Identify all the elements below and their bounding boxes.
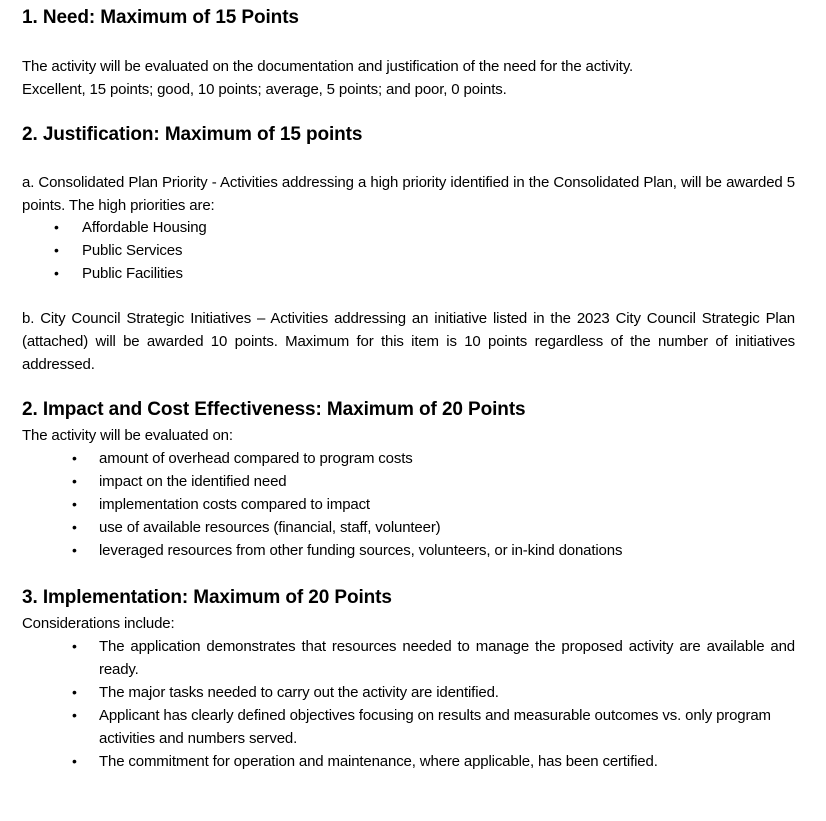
section-heading-need: 1. Need: Maximum of 15 Points — [22, 7, 299, 28]
impact-list-item: leveraged resources from other funding sources, volunteers, or in-kind donations — [99, 542, 623, 559]
justification-part-b-text: b. City Council Strategic Initiatives – Activities addressing an initiative listed in the 2023 City Council Strategic Plan (attached) will be awarded 10 points. Maximum for this item is 10 points regardless of the number of initiatives addressed. — [22, 310, 795, 373]
priority-list-item: Public Facilities — [82, 265, 183, 282]
section-heading-justification: 2. Justification: Maximum of 15 points — [22, 124, 363, 145]
implementation-list-item: The commitment for operation and maintenance, where applicable, has been certified. — [99, 753, 658, 770]
bullet-icon: • — [72, 496, 77, 512]
section-heading-implementation: 3. Implementation: Maximum of 20 Points — [22, 587, 392, 608]
bullet-icon: • — [72, 638, 77, 654]
bullet-icon: • — [72, 707, 77, 723]
implementation-list-item: The application demonstrates that resources needed to manage the proposed activity are available and ready. — [99, 638, 795, 678]
section-heading-impact: 2. Impact and Cost Effectiveness: Maximum of 20 Points — [22, 399, 526, 420]
bullet-icon: • — [72, 473, 77, 489]
bullet-icon: • — [54, 242, 59, 258]
impact-list-item: use of available resources (financial, staff, volunteer) — [99, 519, 441, 536]
bullet-icon: • — [72, 450, 77, 466]
impact-list-item: amount of overhead compared to program costs — [99, 450, 413, 467]
priority-list-item: Affordable Housing — [82, 219, 207, 236]
justification-part-a-text: a. Consolidated Plan Priority - Activities addressing a high priority identified in the Consolidated Plan, will be awarded 5 points. The high priorities are: — [22, 174, 795, 214]
implementation-intro: Considerations include: — [22, 615, 175, 632]
implementation-list-item: Applicant has clearly defined objectives focusing on results and measurable outcomes vs. only program activities and numbers served. — [99, 707, 771, 747]
priority-list-item: Public Services — [82, 242, 183, 259]
bullet-icon: • — [72, 519, 77, 535]
impact-list-item: implementation costs compared to impact — [99, 496, 370, 513]
bullet-icon: • — [54, 265, 59, 281]
bullet-icon: • — [72, 684, 77, 700]
bullet-icon: • — [72, 753, 77, 769]
bullet-icon: • — [54, 219, 59, 235]
need-paragraph-line-2: Excellent, 15 points; good, 10 points; average, 5 points; and poor, 0 points. — [22, 81, 507, 98]
need-paragraph-line-1: The activity will be evaluated on the documentation and justification of the need for the activity. — [22, 58, 634, 75]
impact-list-item: impact on the identified need — [99, 473, 287, 490]
impact-intro: The activity will be evaluated on: — [22, 427, 233, 444]
bullet-icon: • — [72, 542, 77, 558]
implementation-list-item: The major tasks needed to carry out the activity are identified. — [99, 684, 499, 701]
